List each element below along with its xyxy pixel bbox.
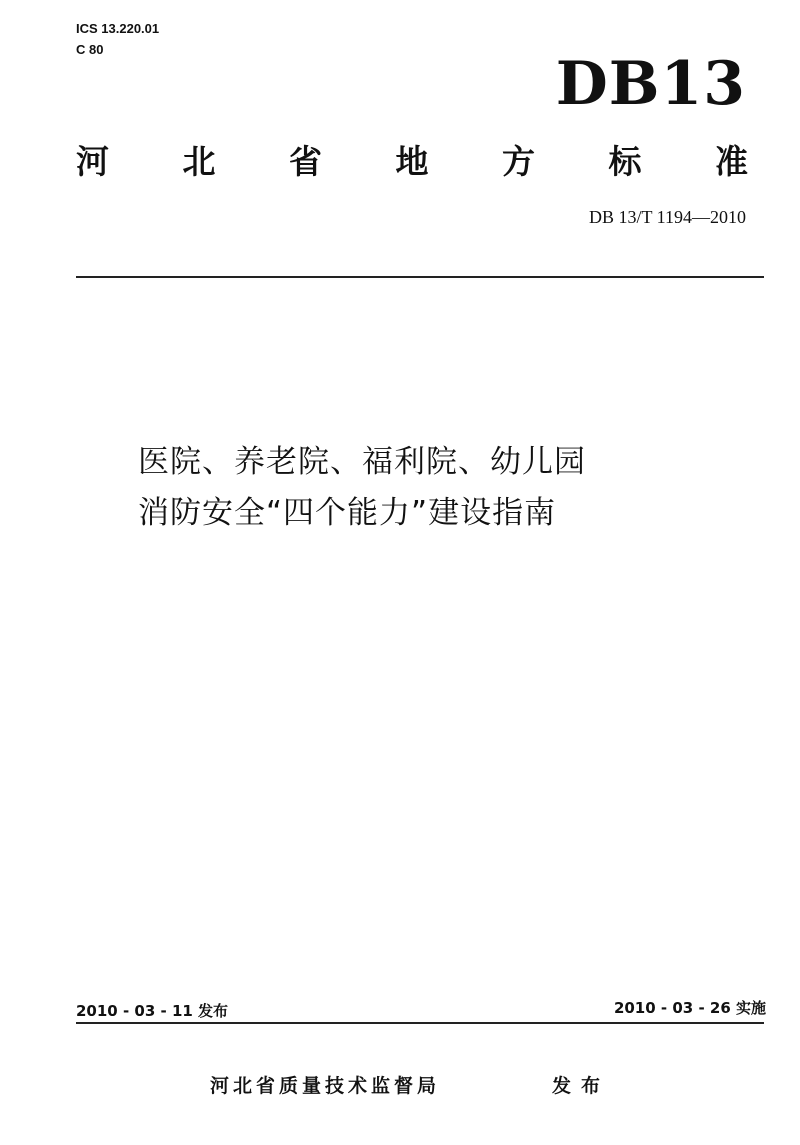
db-logo: DB13 <box>555 49 746 119</box>
standard-type-char: 标 <box>608 142 642 181</box>
document-title-line-2: 消防安全“四个能力”建设指南 <box>138 495 557 531</box>
standard-type-char: 省 <box>289 142 322 181</box>
ics-code: ICS 13.220.01 <box>76 21 160 36</box>
issue-label: 发布 <box>552 1075 611 1097</box>
standard-type-char: 方 <box>502 142 535 181</box>
standard-type-char: 准 <box>715 142 748 181</box>
standard-type-title <box>76 140 748 184</box>
top-divider <box>76 276 764 278</box>
ccs-code: C 80 <box>76 42 104 57</box>
standard-type-char: 河 <box>76 142 109 181</box>
issuing-authority: 河北省质量技术监督局 <box>210 1075 441 1097</box>
bottom-divider <box>76 1022 764 1024</box>
standard-number: DB 13/T 1194—2010 <box>588 207 746 227</box>
publish-date: 2010 - 03 - 11 发布 <box>76 1002 229 1020</box>
document-title-line-1: 医院、养老院、福利院、幼儿园 <box>138 444 586 480</box>
standard-type-char: 地 <box>395 142 429 181</box>
implement-date: 2010 - 03 - 26 实施 <box>613 999 766 1017</box>
standard-type-char: 北 <box>182 142 216 181</box>
